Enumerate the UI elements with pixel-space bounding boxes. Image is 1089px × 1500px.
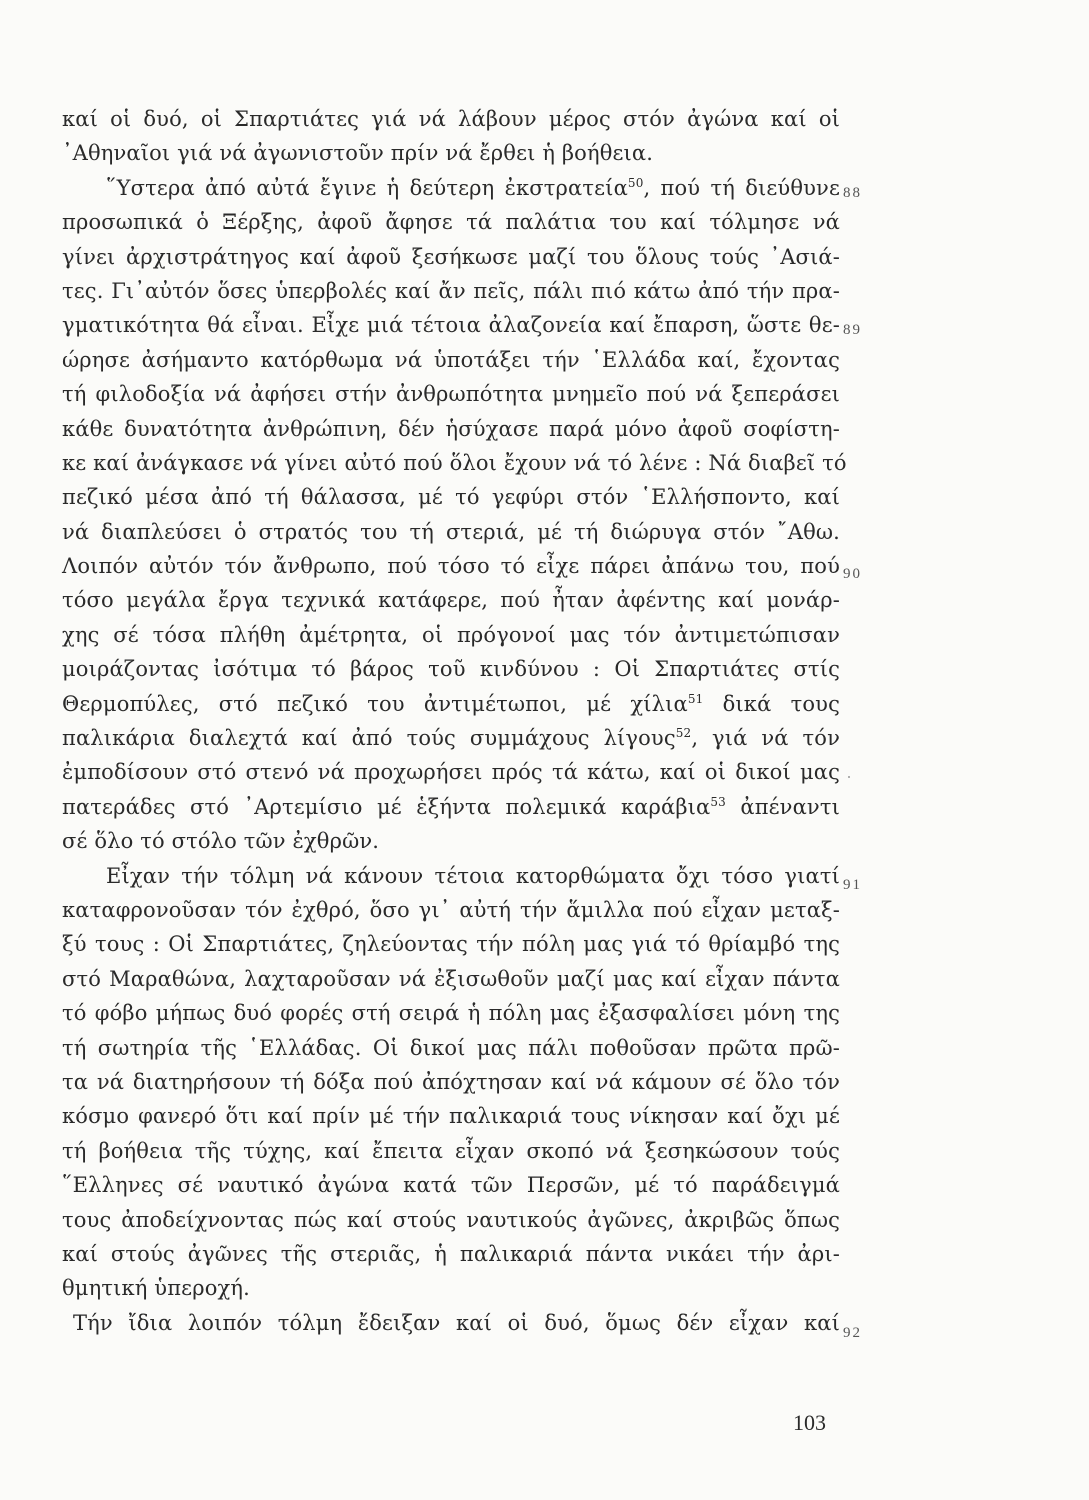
text-line: τα νά διατηρήσουν τή δόξα πού ἀπόχτησαν καί νά κάμουν σέ ὅλο τόν <box>62 1069 840 1094</box>
text-line: τή φιλοδοξία νά ἀφήσει στήν ἀνθρωπότητα μνημεῖο πού νά ξεπεράσει <box>62 382 840 407</box>
text-segment: πατεράδες στό ᾿Αρτεμίσιο μέ ἑξήντα πολεμικά καράβια <box>62 794 711 819</box>
margin-section-number: 88 <box>843 185 862 201</box>
text-line: σέ ὅλο τό στόλο τῶν ἐχθρῶν. <box>62 829 380 854</box>
text-line: Λοιπόν αὐτόν τόν ἄνθρωπο, πού τόσο τό εἶχε πάρει ἀπάνω του, πού <box>62 554 840 579</box>
text-line: Τήν ἴδια λοιπόν τόλμη ἔδειξαν καί οἱ δυό, ὅμως δέν εἶχαν καί <box>73 1310 840 1335</box>
text-line <box>62 721 840 755</box>
text-line: κε καί ἀνάγκασε νά γίνει αὐτό πού ὅλοι ἔχουν νά τό λένε : Νά διαβεῖ τό <box>62 450 847 475</box>
text-line: κόσμο φανερό ὅτι καί πρίν μέ τήν παλικαριά τους νίκησαν καί ὄχι μέ <box>62 1104 840 1129</box>
text-line: θμητική ὑπεροχή. <box>62 1276 250 1301</box>
text-line: χης σέ τόσα πλήθη ἀμέτρητα, οἱ πρόγονοί μας τόν ἀντιμετώπισαν <box>62 622 840 647</box>
text-line: ῞Ελληνες σέ ναυτικό ἀγώνα κατά τῶν Περσῶν, μέ τό παράδειγμά <box>62 1173 840 1198</box>
text-line: νά διαπλεύσει ὁ στρατός του τή στεριά, μέ τή διώρυγα στόν ῎Αθω. <box>62 519 840 544</box>
text-line: ώρησε ἀσήμαντο κατόρθωμα νά ὑποτάξει τήν ῾Ελλάδα καί, ἔχοντας <box>62 347 840 372</box>
text-line: τες. Γι᾿αὐτόν ὅσες ὑπερβολές καί ἄν πεῖς, πάλι πιό κάτω ἀπό τήν πρα- <box>62 278 840 303</box>
footnote-ref: 51 <box>687 691 704 706</box>
text-line <box>62 790 840 824</box>
text-line: στό Μαραθώνα, λαχταροῦσαν νά ἐξισωθοῦν μαζί μας καί εἶχαν πάντα <box>62 966 840 991</box>
text-line: γίνει ἀρχιστράτηγος καί ἀφοῦ ξεσήκωσε μαζί του ὅλους τούς ᾿Ασιά- <box>62 244 840 269</box>
text-segment: παλικάρια διαλεχτά καί ἀπό τούς συμμάχους λίγους <box>62 726 676 751</box>
margin-section-number: 89 <box>843 322 862 338</box>
text-line: καταφρονοῦσαν τόν ἐχθρό, ὅσο γι᾿ αὐτή τήν ἅμιλλα πού εἶχαν μεταξ- <box>62 897 840 922</box>
body-text <box>62 102 847 1340</box>
footnote-ref: 52 <box>675 726 692 741</box>
text-segment: , γιά νά τόν <box>691 726 840 751</box>
margin-section-number: 92 <box>843 1325 862 1341</box>
text-line: Εἶχαν τήν τόλμη νά κάνουν τέτοια κατορθώματα ὄχι τόσο γιατί <box>106 863 840 888</box>
margin-section-number: 91 <box>843 877 862 893</box>
text-line: μοιράζοντας ἰσότιμα τό βάρος τοῦ κινδύνου : Οἱ Σπαρτιάτες στίς <box>62 657 840 682</box>
text-line: πεζικό μέσα ἀπό τή θάλασσα, μέ τό γεφύρι στόν ῾Ελλήσποντο, καί <box>62 485 840 510</box>
text-line: τή βοήθεια τῆς τύχης, καί ἔπειτα εἶχαν σκοπό νά ξεσηκώσουν τούς <box>62 1138 840 1163</box>
text-line: τόσο μεγάλα ἔργα τεχνικά κατάφερε, πού ἦταν ἀφέντης καί μονάρ- <box>62 588 840 613</box>
text-line: ξύ τους : Οἱ Σπαρτιάτες, ζηλεύοντας τήν πόλη μας γιά τό θρίαμβό της <box>62 932 840 957</box>
text-segment: ῞Υστερα ἀπό αὐτά ἔγινε ἡ δεύτερη ἐκστρατεία <box>106 175 628 200</box>
page-number: 103 <box>793 1410 826 1435</box>
text-segment: δικά τους <box>703 691 841 716</box>
text-segment: ἀπέναντι <box>725 794 840 819</box>
margin-section-number: 90 <box>843 566 862 582</box>
text-line: κάθε δυνατότητα ἀνθρώπινη, δέν ἡσύχασε παρά μόνο ἀφοῦ σοφίστη- <box>62 416 840 441</box>
text-segment: , πού τή διεύθυνε <box>643 175 840 200</box>
text-line: γματικότητα θά εἶναι. Εἶχε μιά τέτοια ἀλαζονεία καί ἔπαρση, ὥστε θε- <box>62 313 840 338</box>
text-line: τους ἀποδείχνοντας πώς καί στούς ναυτικούς ἀγῶνες, ἀκριβῶς ὅπως <box>62 1207 840 1232</box>
text-line <box>62 687 840 721</box>
scan-speck <box>848 776 850 778</box>
footnote-ref: 50 <box>627 175 644 190</box>
text-line: τό φόβο μήπως δυό φορές στή σειρά ἡ πόλη μας ἐξασφαλίσει μόνη της <box>62 1001 840 1026</box>
text-line: ἐμποδίσουν στό στενό νά προχωρήσει πρός τά κάτω, καί οἱ δικοί μας <box>62 760 840 785</box>
footnote-ref: 53 <box>710 794 726 809</box>
text-line: καί οἱ δυό, οἱ Σπαρτιάτες γιά νά λάβουν μέρος στόν ἀγώνα καί οἱ <box>62 107 840 131</box>
text-line: ᾿Αθηναῖοι γιά νά ἀγωνιστοῦν πρίν νά ἔρθει ἡ βοήθεια. <box>62 141 654 166</box>
text-segment: Θερμοπύλες, στό πεζικό του ἀντιμέτωποι, μέ χίλια <box>62 691 688 716</box>
text-line: προσωπικά ὁ Ξέρξης, ἀφοῦ ἄφησε τά παλάτια του καί τόλμησε νά <box>62 210 840 235</box>
text-line: καί στούς ἀγῶνες τῆς στεριᾶς, ἡ παλικαριά πάντα νικάει τήν ἀρι- <box>62 1241 840 1266</box>
text-line <box>62 171 840 205</box>
text-line: τή σωτηρία τῆς ῾Ελλάδας. Οἱ δικοί μας πάλι ποθοῦσαν πρῶτα πρῶ- <box>62 1035 840 1060</box>
